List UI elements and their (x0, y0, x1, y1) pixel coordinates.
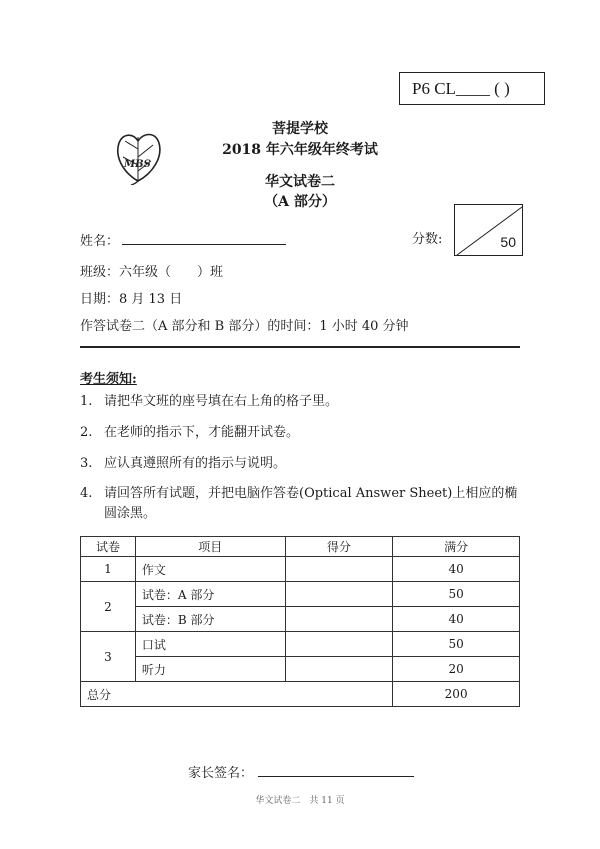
cell-item: 口试 (135, 632, 285, 657)
table-row (81, 632, 520, 657)
score-box[interactable] (454, 204, 523, 256)
notice-item (80, 454, 530, 474)
cell-score[interactable] (285, 607, 393, 632)
notice-number: 2. (80, 425, 93, 440)
notice-number: 1. (80, 394, 93, 409)
total-full: 200 (393, 682, 520, 707)
cell-score[interactable] (285, 632, 393, 657)
notice-number: 3. (80, 456, 93, 471)
school-name: 菩提学校 (272, 121, 328, 137)
header-score: 得分 (285, 537, 393, 557)
table-row (81, 557, 520, 582)
table-row (81, 582, 520, 607)
cell-full: 40 (393, 557, 520, 582)
score-table (80, 536, 520, 707)
cell-item: 试卷：A 部分 (135, 582, 285, 607)
header-paper: 试卷 (81, 537, 136, 557)
cell-item: 试卷：B 部分 (135, 607, 285, 632)
duration-label: 作答试卷二（A 部分和 B 部分）的时间：1 小时 40 分钟 (80, 319, 409, 334)
header-full: 满分 (393, 537, 520, 557)
cell-full: 50 (393, 632, 520, 657)
parent-signature-blank[interactable] (258, 776, 414, 777)
cell-full: 20 (393, 657, 520, 682)
header-item: 项目 (135, 537, 285, 557)
name-label: 姓名： (80, 234, 120, 249)
cell-full: 40 (393, 607, 520, 632)
name-blank[interactable] (122, 244, 286, 245)
notice-text: 请把华文班的座号填在右上角的格子里。 (104, 394, 339, 409)
cell-paper: 3 (81, 632, 136, 682)
notice-item (80, 423, 530, 443)
table-header-row (81, 537, 520, 557)
class-seat-box: P6 CL____ ( ) (399, 72, 545, 105)
divider (80, 346, 520, 348)
score-label: 分数: (412, 232, 443, 247)
table-row (81, 607, 520, 632)
date-label: 日期：8 月 13 日 (80, 292, 183, 307)
cell-full: 50 (393, 582, 520, 607)
notice-text: 请回答所有试题，并把电脑作答卷(Optical Answer Sheet)上相应的椭圆涂黑。 (104, 486, 518, 521)
cell-item: 听力 (135, 657, 285, 682)
notice-number: 4. (80, 486, 93, 501)
cell-score[interactable] (285, 582, 393, 607)
paper-title: 华文试卷二 (265, 174, 335, 190)
cell-paper: 1 (81, 557, 136, 582)
exam-title: 2018 年六年级年终考试 (222, 142, 378, 158)
page-footer: 华文试卷二 共 11 页 (255, 796, 345, 806)
score-total: 50 (500, 234, 516, 250)
cell-score[interactable] (285, 557, 393, 582)
logo-text: MBS (124, 159, 151, 170)
notice-item (80, 392, 530, 412)
notice-text: 在老师的指示下，才能翻开试卷。 (104, 425, 300, 440)
paper-section: （A 部分） (264, 194, 336, 210)
table-row (81, 657, 520, 682)
notice-title: 考生须知: (80, 372, 137, 387)
cell-paper: 2 (81, 582, 136, 632)
class-label: 班级：六年级（ ）班 (80, 265, 224, 280)
total-label: 总分 (81, 682, 393, 707)
table-total-row (81, 682, 520, 707)
parent-signature-label: 家长签名： (188, 766, 254, 781)
cell-score[interactable] (285, 657, 393, 682)
notice-text: 应认真遵照所有的指示与说明。 (104, 456, 287, 471)
notice-item (80, 484, 530, 524)
cell-item: 作文 (135, 557, 285, 582)
